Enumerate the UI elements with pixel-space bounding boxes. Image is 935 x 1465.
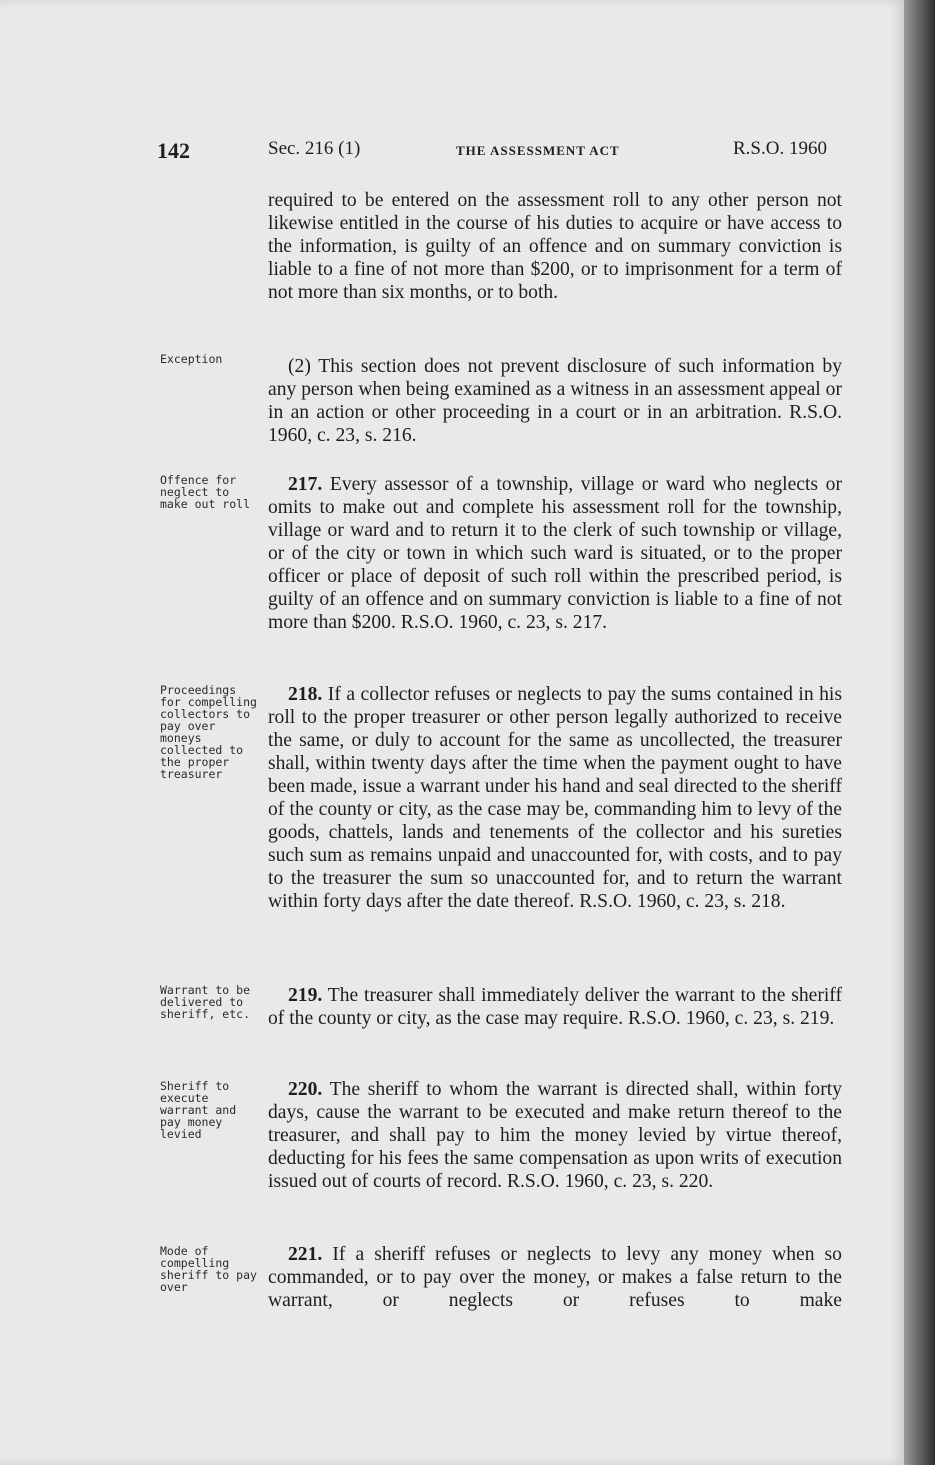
section-218-paragraph bbox=[268, 683, 842, 913]
section-216-text: required to be entered on the assessment roll to any other person not likewise entitled in the course of his duties to acquire or have access to the information, is guilty of an offence and on summary conviction is liable to a fine of not more than $200, or to imprisonment for a term of not more than six months, or to both. bbox=[268, 190, 842, 303]
section-218 bbox=[268, 683, 842, 913]
page-number: 142 bbox=[157, 138, 190, 163]
section-218-number: 218. bbox=[288, 684, 323, 705]
running-header bbox=[0, 138, 904, 168]
section-219-paragraph bbox=[268, 984, 842, 1030]
section-221-paragraph bbox=[268, 1243, 842, 1312]
section-221 bbox=[268, 1243, 842, 1312]
margin-note-exception: Exception bbox=[160, 352, 223, 366]
section-217 bbox=[268, 473, 842, 634]
section-220-text: The sheriff to whom the warrant is directed shall, within forty days, cause the warrant to be executed and make return thereof to the treasurer, and shall pay to him the money levied by virtue thereof, deducting for his fees the same compensation as upon writs of execution issued out of courts of record. R.S.O. 1960, c. 23, s. 220. bbox=[268, 1079, 842, 1192]
revision-reference: R.S.O. 1960 bbox=[733, 138, 827, 159]
book-binding-edge bbox=[904, 0, 935, 1465]
section-216-continuation bbox=[268, 189, 842, 304]
margin-note-221: Mode of compelling sheriff to pay over bbox=[160, 1244, 257, 1294]
section-217-number: 217. bbox=[288, 474, 323, 495]
section-216-2-text: (2) This section does not prevent disclosure of such information by any person when being examined as a witness in an assessment appeal or in an action or other proceeding in a court or in an arbitration. R.S.O. 1960, c. 23, s. 216. bbox=[268, 356, 842, 446]
section-219-number: 219. bbox=[288, 985, 323, 1006]
section-220-paragraph bbox=[268, 1078, 842, 1193]
section-216-2 bbox=[268, 355, 842, 447]
section-221-text: If a sheriff refuses or neglects to levy any money when so commanded, or to pay over the money, or makes a false return to the warrant, or neglects or refuses to make bbox=[268, 1244, 842, 1311]
section-218-text: If a collector refuses or neglects to pay the sums contained in his roll to the proper treasurer or other person legally authorized to receive the same, or duly to account for the same as uncollected, the treasurer shall, within twenty days after the time when the payment ought to have been made, issue a warrant under his hand and seal directed to the sheriff of the county or city, as the case may be, commanding him to levy of the goods, chattels, lands and tenements of the collector and his sureties such sum as remains unpaid and unaccounted for, with costs, and to pay to the treasurer the sum so unaccounted for, and to return the warrant within forty days after the date thereof. R.S.O. 1960, c. 23, s. 218. bbox=[268, 684, 842, 912]
section-219-text: The treasurer shall immediately deliver the warrant to the sheriff of the county or city, as the case may require. R.S.O. 1960, c. 23, s. 219. bbox=[268, 985, 843, 1029]
margin-note-218: Proceedings for compelling collectors to pay over moneys collected to the proper treasurer bbox=[160, 683, 257, 781]
section-221-number: 221. bbox=[288, 1244, 323, 1265]
margin-note-220: Sheriff to execute warrant and pay money levied bbox=[160, 1079, 237, 1141]
section-reference: Sec. 216 (1) bbox=[268, 138, 361, 159]
section-220 bbox=[268, 1078, 842, 1193]
margin-note-219: Warrant to be delivered to sheriff, etc. bbox=[160, 983, 251, 1021]
section-220-number: 220. bbox=[288, 1079, 323, 1100]
section-217-text: Every assessor of a township, village or ward who neglects or omits to make out and complete his assessment roll for the township, village or ward and to return it to the clerk of such township or village, or of the city or town in which such ward is situated, or to the proper officer or place of deposit of such roll within the prescribed period, is guilty of an offence and on summary conviction is liable to a fine of not more than $200. R.S.O. 1960, c. 23, s. 217. bbox=[268, 474, 842, 633]
section-219 bbox=[268, 984, 842, 1030]
margin-note-217: Offence for neglect to make out roll bbox=[160, 473, 251, 511]
act-title: THE ASSESSMENT ACT bbox=[456, 143, 620, 158]
section-217-paragraph bbox=[268, 473, 842, 634]
